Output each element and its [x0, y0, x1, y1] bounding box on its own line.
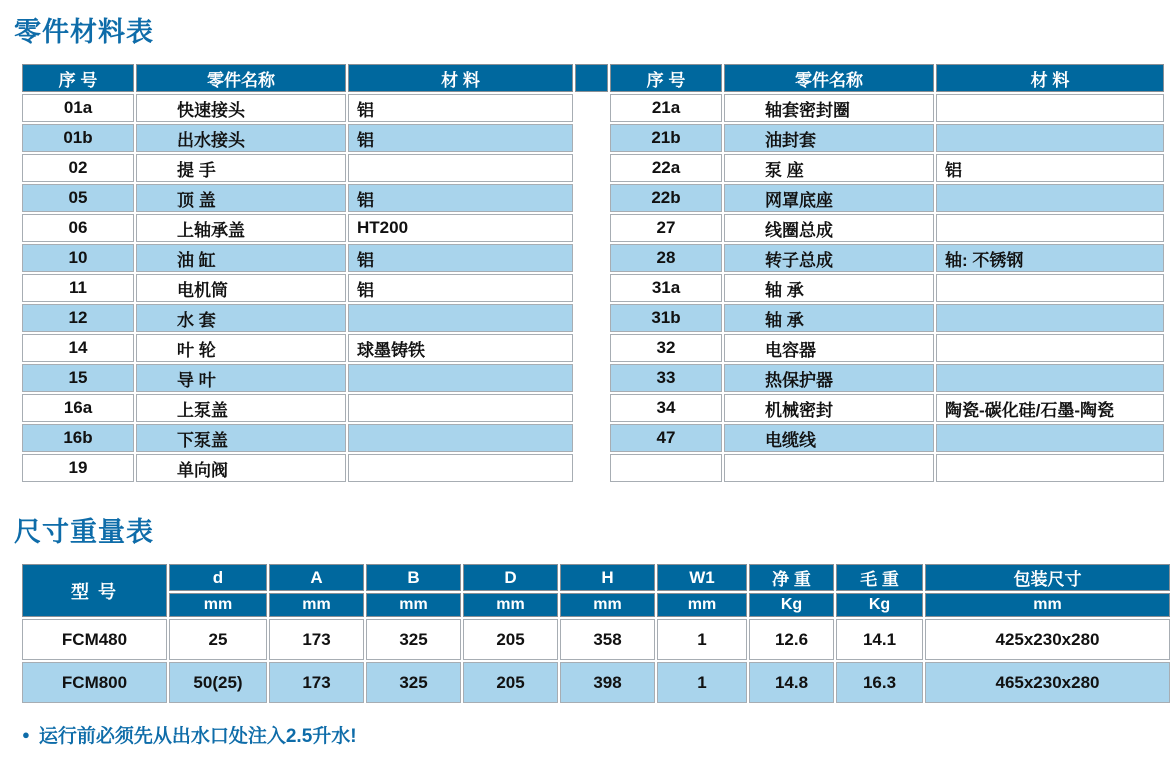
part-name-cell: 上轴承盖	[136, 214, 346, 242]
parts-table-header-row	[22, 64, 1164, 92]
part-name-cell: 油封套	[724, 124, 934, 152]
part-material-cell	[936, 304, 1164, 332]
part-name-cell: 下泵盖	[136, 424, 346, 452]
part-name-cell: 水 套	[136, 304, 346, 332]
part-no-cell: 22b	[610, 184, 722, 212]
part-material-cell: 球墨铸铁	[348, 334, 573, 362]
part-material-cell	[936, 364, 1164, 392]
parts-header-no-right: 序 号	[610, 64, 722, 92]
dims-value-cell: 14.8	[749, 662, 834, 703]
dims-header-label: D	[463, 564, 558, 591]
parts-table-row	[22, 304, 1164, 332]
part-name-cell: 电容器	[724, 334, 934, 362]
dims-value-cell: 425x230x280	[925, 619, 1170, 660]
part-name-cell: 电机筒	[136, 274, 346, 302]
part-name-cell: 快速接头	[136, 94, 346, 122]
part-no-cell: 28	[610, 244, 722, 272]
dims-header-unit: mm	[269, 593, 364, 617]
part-no-cell: 16b	[22, 424, 134, 452]
parts-table-row	[22, 454, 1164, 482]
part-material-cell	[936, 334, 1164, 362]
part-name-cell: 线圈总成	[724, 214, 934, 242]
spacer-cell	[575, 244, 608, 272]
part-material-cell: 轴: 不锈钢	[936, 244, 1164, 272]
part-no-cell: 32	[610, 334, 722, 362]
part-material-cell: 铝	[348, 184, 573, 212]
part-material-cell	[936, 454, 1164, 482]
part-name-cell: 轴 承	[724, 274, 934, 302]
part-no-cell: 31a	[610, 274, 722, 302]
parts-header-no-left: 序 号	[22, 64, 134, 92]
dims-value-cell: 1	[657, 662, 747, 703]
dims-value-cell: 16.3	[836, 662, 923, 703]
parts-table-row	[22, 334, 1164, 362]
part-material-cell	[936, 424, 1164, 452]
part-no-cell: 21b	[610, 124, 722, 152]
part-material-cell: 铝	[348, 94, 573, 122]
dims-value-cell: 398	[560, 662, 655, 703]
dims-value-cell: 173	[269, 619, 364, 660]
dims-header-label: W1	[657, 564, 747, 591]
part-no-cell: 01b	[22, 124, 134, 152]
dims-value-cell: 325	[366, 619, 461, 660]
parts-table-row	[22, 424, 1164, 452]
spacer-cell	[575, 424, 608, 452]
model-cell: FCM800	[22, 662, 167, 703]
part-no-cell: 47	[610, 424, 722, 452]
part-material-cell: 铝	[936, 154, 1164, 182]
dims-header-label: 包装尺寸	[925, 564, 1170, 591]
part-no-cell: 27	[610, 214, 722, 242]
parts-header-name-right: 零件名称	[724, 64, 934, 92]
part-name-cell: 油 缸	[136, 244, 346, 272]
parts-table-title: 零件材料表	[14, 17, 154, 47]
dims-value-cell: 50(25)	[169, 662, 267, 703]
part-name-cell: 上泵盖	[136, 394, 346, 422]
dims-header-unit: mm	[169, 593, 267, 617]
part-name-cell: 泵 座	[724, 154, 934, 182]
parts-table-row	[22, 214, 1164, 242]
part-material-cell: HT200	[348, 214, 573, 242]
spacer-cell	[575, 184, 608, 212]
bullet-icon: ●	[22, 727, 30, 742]
dims-header-label-row	[22, 564, 1170, 591]
dimensions-table-title: 尺寸重量表	[14, 517, 154, 547]
part-no-cell: 33	[610, 364, 722, 392]
part-material-cell: 铝	[348, 244, 573, 272]
parts-table-row	[22, 364, 1164, 392]
parts-table-row	[22, 184, 1164, 212]
part-no-cell: 11	[22, 274, 134, 302]
parts-header-name-left: 零件名称	[136, 64, 346, 92]
part-material-cell: 铝	[348, 274, 573, 302]
part-material-cell	[348, 364, 573, 392]
part-no-cell: 06	[22, 214, 134, 242]
dims-header-unit: mm	[560, 593, 655, 617]
part-no-cell	[610, 454, 722, 482]
part-name-cell: 机械密封	[724, 394, 934, 422]
dims-value-cell: 1	[657, 619, 747, 660]
part-material-cell	[936, 94, 1164, 122]
part-material-cell	[348, 154, 573, 182]
spacer-cell	[575, 274, 608, 302]
dims-value-cell: 465x230x280	[925, 662, 1170, 703]
dims-value-cell: 325	[366, 662, 461, 703]
part-material-cell	[936, 124, 1164, 152]
part-name-cell: 提 手	[136, 154, 346, 182]
dims-header-unit-row	[22, 593, 1170, 617]
part-no-cell: 19	[22, 454, 134, 482]
part-no-cell: 14	[22, 334, 134, 362]
priming-note	[22, 721, 1172, 748]
dims-header-label: B	[366, 564, 461, 591]
dims-header-label: H	[560, 564, 655, 591]
part-no-cell: 12	[22, 304, 134, 332]
dims-header-unit: Kg	[836, 593, 923, 617]
part-no-cell: 21a	[610, 94, 722, 122]
parts-header-material-left: 材 料	[348, 64, 573, 92]
part-no-cell: 34	[610, 394, 722, 422]
part-name-cell: 热保护器	[724, 364, 934, 392]
part-material-cell	[348, 304, 573, 332]
dims-table-row	[22, 619, 1170, 660]
spacer-cell	[575, 154, 608, 182]
dims-header-label: 净 重	[749, 564, 834, 591]
part-no-cell: 16a	[22, 394, 134, 422]
spacer-cell	[575, 454, 608, 482]
part-material-cell: 陶瓷-碳化硅/石墨-陶瓷	[936, 394, 1164, 422]
part-no-cell: 10	[22, 244, 134, 272]
dims-header-label: 毛 重	[836, 564, 923, 591]
dims-value-cell: 205	[463, 619, 558, 660]
parts-table-row	[22, 154, 1164, 182]
dims-value-cell: 173	[269, 662, 364, 703]
dims-value-cell: 12.6	[749, 619, 834, 660]
priming-note-text: 运行前必须先从出水口处注入2.5升水!	[38, 726, 357, 747]
dims-header-unit: Kg	[749, 593, 834, 617]
part-material-cell	[936, 184, 1164, 212]
part-material-cell	[348, 394, 573, 422]
spacer-cell	[575, 364, 608, 392]
parts-table-row	[22, 394, 1164, 422]
dims-table-row	[22, 662, 1170, 703]
spacer-cell	[575, 124, 608, 152]
part-name-cell: 顶 盖	[136, 184, 346, 212]
part-material-cell	[348, 424, 573, 452]
part-name-cell: 网罩底座	[724, 184, 934, 212]
dims-header-label: d	[169, 564, 267, 591]
dims-header-unit: mm	[925, 593, 1170, 617]
spacer-cell	[575, 304, 608, 332]
part-material-cell	[936, 274, 1164, 302]
part-name-cell: 叶 轮	[136, 334, 346, 362]
parts-header-spacer	[575, 64, 608, 92]
part-no-cell: 05	[22, 184, 134, 212]
part-name-cell: 单向阀	[136, 454, 346, 482]
model-cell: FCM480	[22, 619, 167, 660]
parts-table-row	[22, 124, 1164, 152]
parts-header-material-right: 材 料	[936, 64, 1164, 92]
dims-header-unit: mm	[463, 593, 558, 617]
spacer-cell	[575, 394, 608, 422]
part-no-cell: 22a	[610, 154, 722, 182]
part-name-cell: 导 叶	[136, 364, 346, 392]
parts-material-table	[20, 62, 1166, 484]
dims-value-cell: 358	[560, 619, 655, 660]
parts-table-row	[22, 244, 1164, 272]
spacer-cell	[575, 94, 608, 122]
dims-value-cell: 14.1	[836, 619, 923, 660]
dims-header-model: 型 号	[22, 564, 167, 617]
dims-header-label: A	[269, 564, 364, 591]
part-name-cell: 电缆线	[724, 424, 934, 452]
part-no-cell: 02	[22, 154, 134, 182]
part-material-cell	[348, 454, 573, 482]
dims-value-cell: 205	[463, 662, 558, 703]
dims-header-unit: mm	[657, 593, 747, 617]
dims-value-cell: 25	[169, 619, 267, 660]
part-no-cell: 01a	[22, 94, 134, 122]
part-name-cell: 轴 承	[724, 304, 934, 332]
part-no-cell: 15	[22, 364, 134, 392]
part-no-cell: 31b	[610, 304, 722, 332]
dims-header-unit: mm	[366, 593, 461, 617]
spacer-cell	[575, 214, 608, 242]
part-name-cell: 转子总成	[724, 244, 934, 272]
part-name-cell: 出水接头	[136, 124, 346, 152]
parts-table-row	[22, 274, 1164, 302]
part-material-cell	[936, 214, 1164, 242]
part-name-cell: 轴套密封圈	[724, 94, 934, 122]
dimension-weight-table	[20, 562, 1172, 705]
part-material-cell: 铝	[348, 124, 573, 152]
parts-table-row	[22, 94, 1164, 122]
part-name-cell	[724, 454, 934, 482]
spacer-cell	[575, 334, 608, 362]
